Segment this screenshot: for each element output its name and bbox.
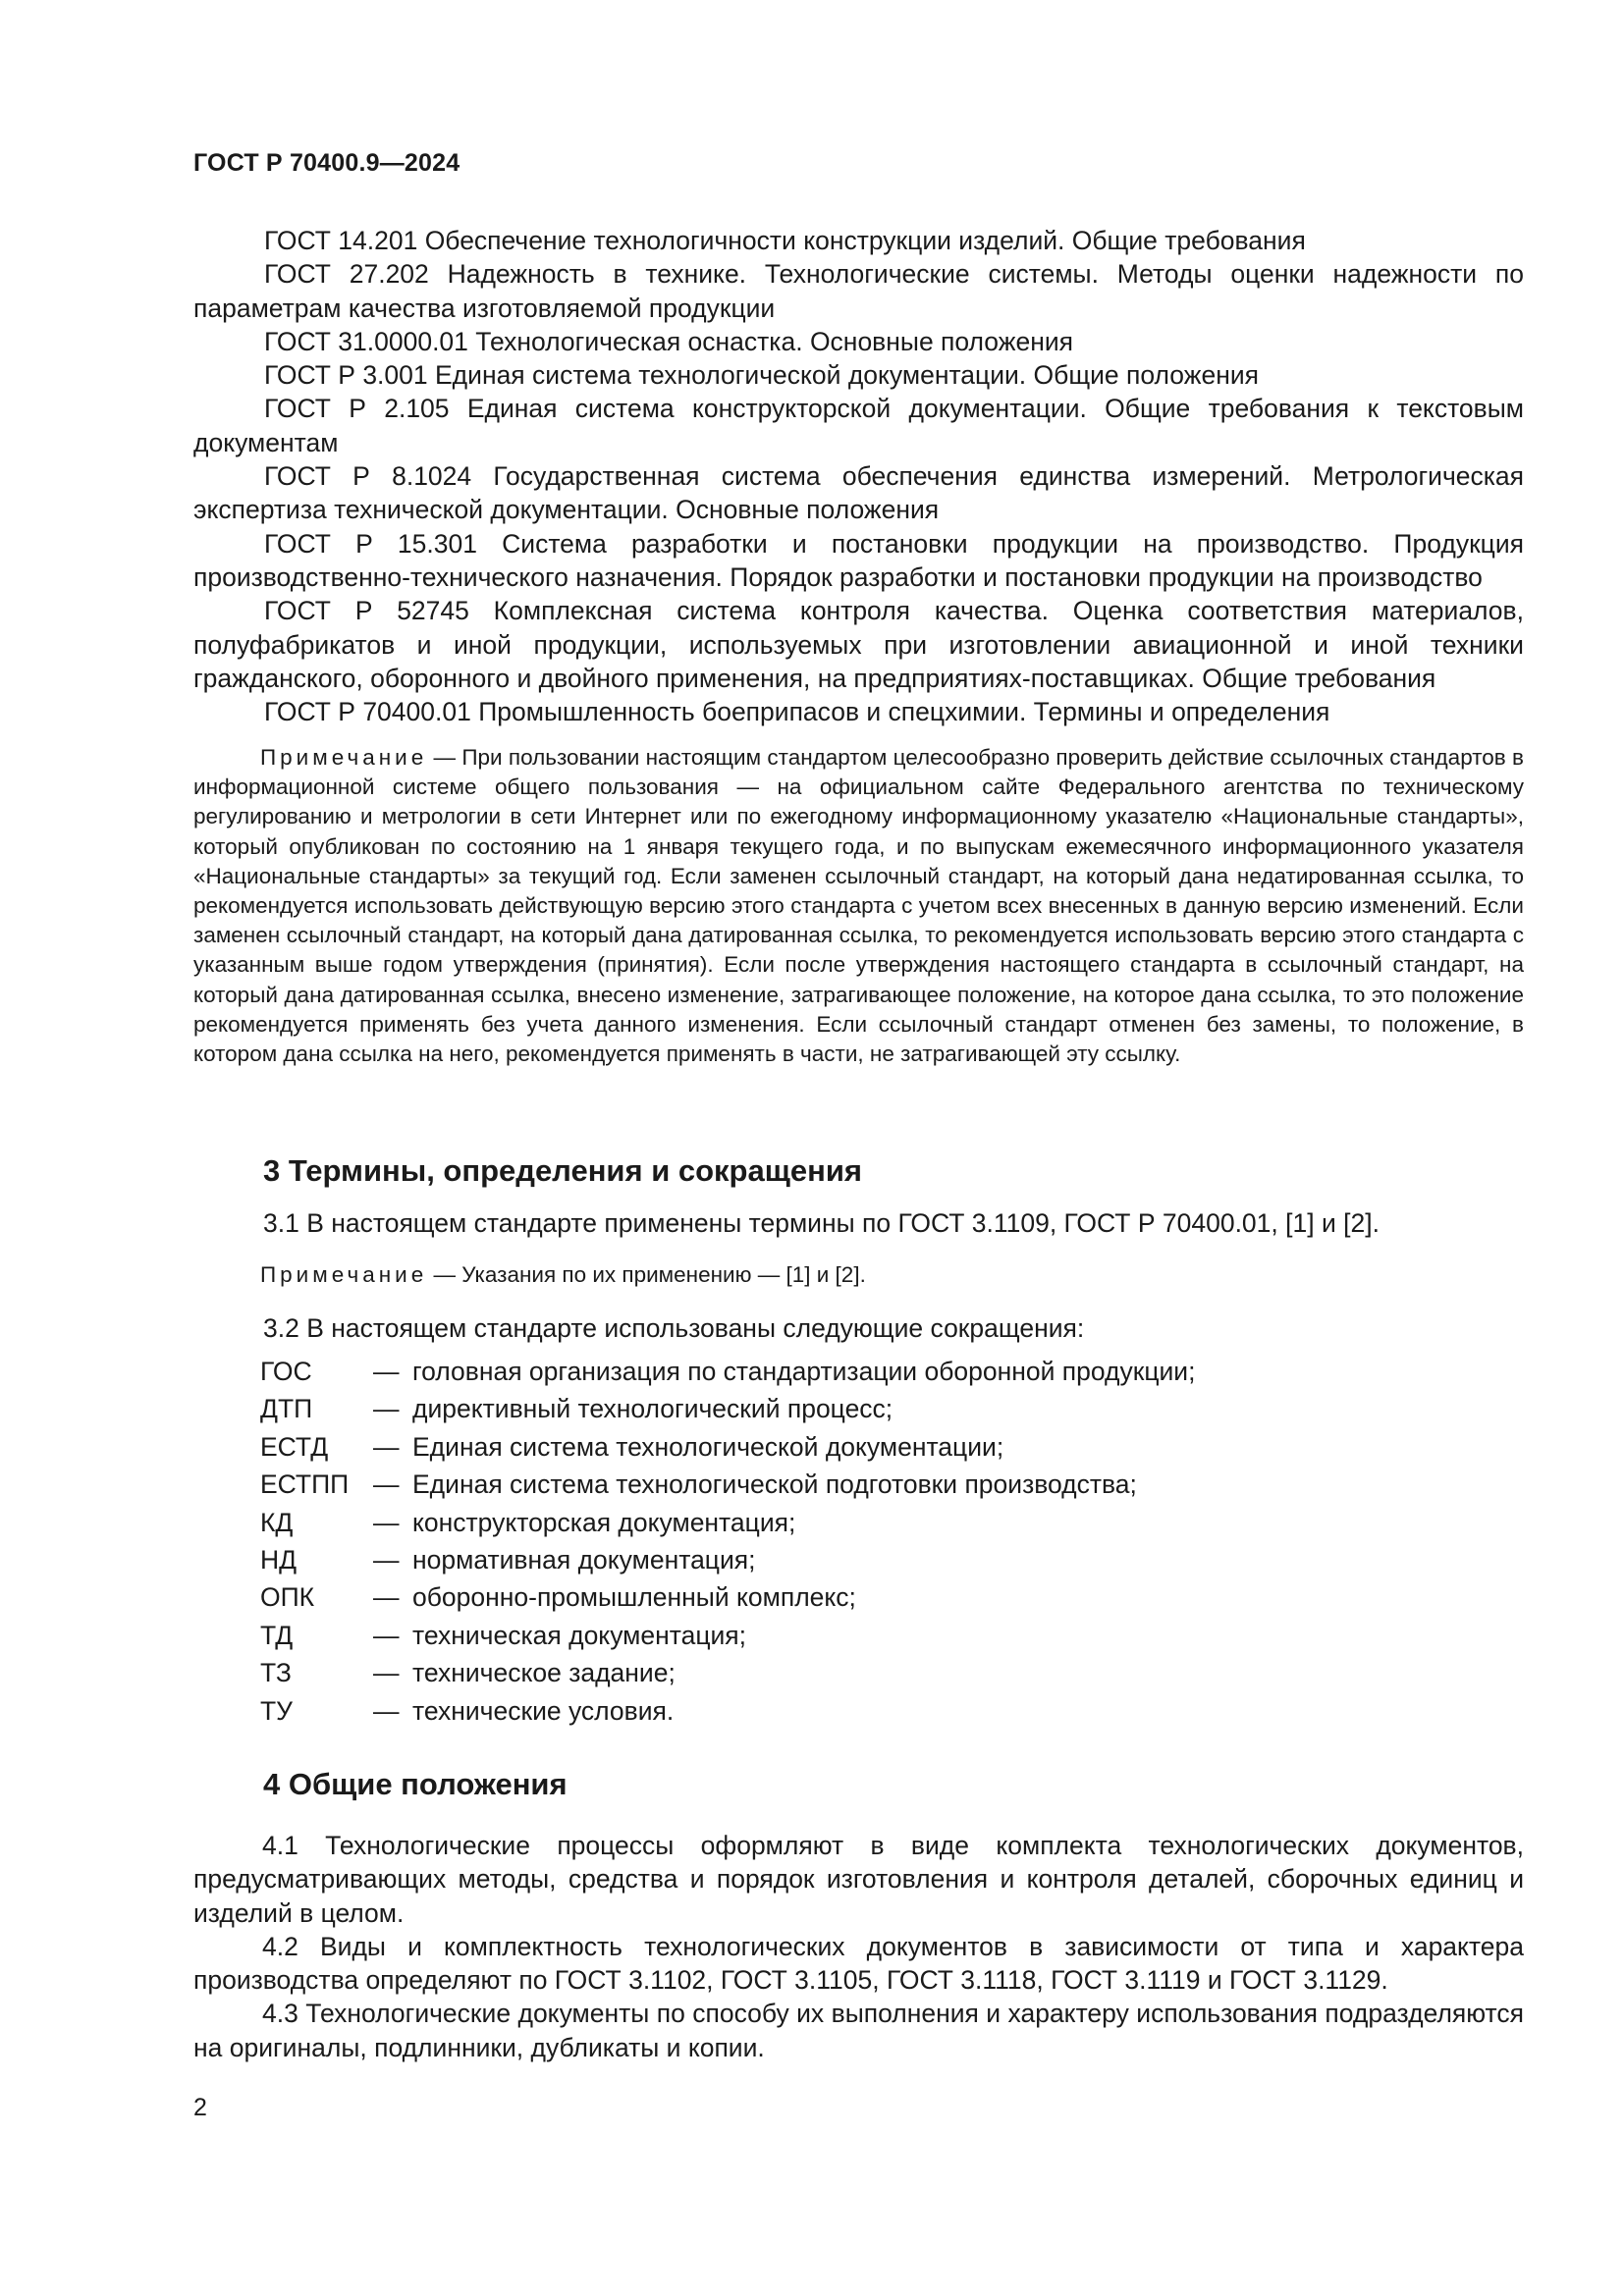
abbreviation-value: конструкторская документация; — [412, 1507, 796, 1537]
reference-item: ГОСТ Р 8.1024 Государственная система обеспечения единства измерений. Метрологическая экспертиза технической документации. Основные положения — [193, 461, 1524, 525]
reference-item: ГОСТ 14.201 Обеспечение технологичности конструкции изделий. Общие требования — [264, 226, 1306, 255]
abbreviation-row — [260, 1658, 1438, 1695]
abbreviation-key: ТЗ — [260, 1658, 292, 1688]
abbreviation-row — [260, 1469, 1438, 1507]
abbreviation-value: Единая система технологической подготовки производства; — [412, 1469, 1137, 1500]
reference-item: ГОСТ Р 15.301 Система разработки и постановки продукции на производство. Продукция производственно-технического назначения. Порядок разработки и постановки продукции на производство — [193, 528, 1524, 592]
abbreviation-key: КД — [260, 1507, 294, 1537]
abbreviation-dash: — — [373, 1469, 400, 1500]
abbreviation-key: ЕСТД — [260, 1431, 329, 1462]
reference-item: ГОСТ Р 52745 Комплексная система контроля качества. Оценка соответствия материалов, полуфабрикатов и иной продукции, используемых при изготовлении авиационной и иной техники гражданского, оборонного и двойного применения, на предприятиях-поставщиках. Общие требования — [193, 596, 1524, 693]
clause-4-3: 4.3 Технологические документы по способу их выполнения и характеру использования подразделяются на оригиналы, подлинники, дубликаты и копии. — [193, 1999, 1524, 2062]
abbreviation-dash: — — [373, 1658, 400, 1688]
abbreviation-value: техническое задание; — [412, 1658, 676, 1688]
note-text: — Указания по их применению — [1] и [2]. — [433, 1262, 866, 1287]
document-header: ГОСТ Р 70400.9—2024 — [193, 149, 460, 177]
section-4-body — [193, 1829, 1524, 2064]
page-number: 2 — [193, 2094, 207, 2121]
abbreviation-row — [260, 1508, 1438, 1545]
abbreviation-dash: — — [373, 1544, 400, 1575]
note-text: — При пользовании настоящим стандартом целесообразно проверить действие ссылочных стандартов в информационной системе общего пользования — на официальном сайте Федерального агентства по техническому регулированию и метрологии в сети Интернет или по ежегодному информационному указателю «Национальные стандарты», который опубликован по состоянию на 1 января текущего года, и по выпускам ежемесячного информационного указателя «Национальные стандарты» за текущий год. Если заменен ссылочный стандарт, на который дана недатированная ссылка, то рекомендуется использовать действующую версию этого стандарта с учетом всех внесенных в данную версию изменений. Если заменен ссылочный стандарт, на который дана датированная ссылка, то рекомендуется использовать версию этого стандарта с указанным выше годом утверждения (принятия). Если после утверждения настоящего стандарта в ссылочный стандарт, на который дана датированная ссылка, внесено изменение, затрагивающее положение, на которое дана ссылка, то это положение рекомендуется применять без учета данного изменения. Если ссылочный стандарт отменен без замены, то положение, в котором дана ссылка на него, рекомендуется применять в части, не затрагивающей эту ссылку. — [193, 745, 1524, 1067]
references-note — [193, 743, 1524, 1069]
abbreviation-key: ТД — [260, 1620, 294, 1650]
abbreviation-key: ЕСТПП — [260, 1469, 350, 1500]
abbreviation-dash: — — [373, 1582, 400, 1613]
abbreviation-value: техническая документация; — [412, 1620, 747, 1650]
abbreviation-value: головная организация по стандартизации оборонной продукции; — [412, 1357, 1196, 1386]
clause-4-2: 4.2 Виды и комплектность технологических документов в зависимости от типа и характера производства определяют по ГОСТ 3.1102, ГОСТ 3.1105, ГОСТ 3.1118, ГОСТ 3.1119 и ГОСТ 3.1129. — [193, 1931, 1524, 1996]
clause-3-1: 3.1 В настоящем стандарте применены термины по ГОСТ 3.1109, ГОСТ Р 70400.01, [1] и [2]. — [263, 1208, 1380, 1238]
abbreviation-dash: — — [373, 1394, 400, 1424]
abbreviation-value: Единая система технологической документации; — [412, 1431, 1004, 1462]
abbreviation-dash: — — [373, 1620, 400, 1650]
reference-item: ГОСТ Р 3.001 Единая система технологической документации. Общие положения — [264, 360, 1259, 391]
abbreviation-value: оборонно-промышленный комплекс; — [412, 1582, 856, 1613]
abbreviation-row — [260, 1394, 1438, 1431]
abbreviation-key: ДТП — [260, 1394, 313, 1424]
abbreviation-row — [260, 1621, 1438, 1658]
abbreviation-key: ОПК — [260, 1582, 315, 1613]
abbreviation-dash: — — [373, 1357, 400, 1386]
reference-item: ГОСТ Р 2.105 Единая система конструкторской документации. Общие требования к текстовым документам — [193, 394, 1524, 457]
clause-3-1-note — [260, 1262, 866, 1288]
clause-4-1: 4.1 Технологические процессы оформляют в виде комплекта технологических документов, предусматривающих методы, средства и порядок изготовления и контроля деталей, сборочных единиц и изделий в целом. — [193, 1831, 1524, 1928]
reference-item: ГОСТ 27.202 Надежность в технике. Технологические системы. Методы оценки надежности по параметрам качества изготовляемой продукции — [193, 259, 1524, 323]
normative-references-list — [193, 224, 1524, 728]
abbreviation-row — [260, 1696, 1438, 1734]
clause-3-2: 3.2 В настоящем стандарте использованы следующие сокращения: — [263, 1313, 1085, 1343]
abbreviation-value: директивный технологический процесс; — [412, 1394, 893, 1424]
abbreviation-dash: — — [373, 1431, 400, 1462]
abbreviation-dash: — — [373, 1507, 400, 1537]
reference-item: ГОСТ 31.0000.01 Технологическая оснастка. Основные положения — [264, 326, 1073, 356]
note-label: Примечание — [260, 745, 428, 770]
abbreviations-list — [260, 1357, 1438, 1734]
note-label: Примечание — [260, 1262, 428, 1287]
reference-item: ГОСТ Р 70400.01 Промышленность боеприпасов и спецхимии. Термины и определения — [264, 697, 1330, 727]
abbreviation-value: нормативная документация; — [412, 1544, 756, 1575]
abbreviation-dash: — — [373, 1695, 400, 1726]
abbreviation-row — [260, 1432, 1438, 1469]
abbreviation-row — [260, 1582, 1438, 1620]
abbreviation-key: ТУ — [260, 1695, 294, 1726]
abbreviation-value: технические условия. — [412, 1695, 675, 1726]
abbreviation-key: НД — [260, 1544, 298, 1575]
abbreviation-row — [260, 1357, 1438, 1394]
section-4-title: 4 Общие положения — [263, 1767, 568, 1801]
section-3-title: 3 Термины, определения и сокращения — [263, 1153, 862, 1188]
abbreviation-key: ГОС — [260, 1357, 312, 1386]
abbreviation-row — [260, 1545, 1438, 1582]
